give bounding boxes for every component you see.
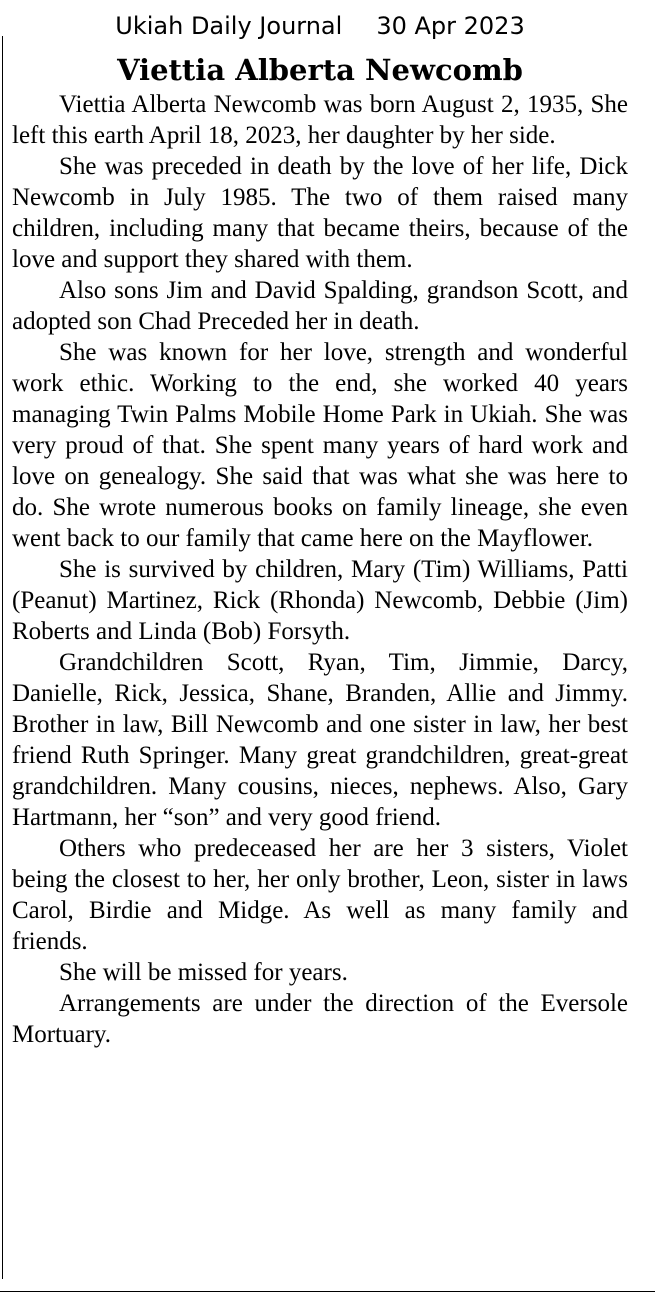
publication-name: Ukiah Daily Journal xyxy=(115,12,343,40)
publication-date: 30 Apr 2023 xyxy=(376,12,525,40)
paragraph-survived-by-children: She is survived by children, Mary (Tim) Williams, Patti (Peanut) Martinez, Rick (Rhonda) Newcomb, Debbie (Jim) Roberts and Linda (Bob) Forsyth. xyxy=(12,556,628,645)
bottom-rule xyxy=(0,1291,655,1292)
paragraph-birth: Viettia Alberta Newcomb was born August 2, 1935, She left this earth April 18, 2023, her daughter by her side. xyxy=(12,91,628,149)
paragraph-arrangements: Arrangements are under the direction of the Eversole Mortuary. xyxy=(12,990,628,1048)
paragraph-preceded-sons: Also sons Jim and David Spalding, grandson Scott, and adopted son Chad Preceded her in death. xyxy=(12,277,628,335)
paragraph-grandchildren: Grandchildren Scott, Ryan, Tim, Jimmie, Darcy, Danielle, Rick, Jessica, Shane, Branden, Allie and Jimmy. Brother in law, Bill Newcomb and one sister in law, her best friend Ruth Springer. Many great grandchildren, great-great grandchildren. Many cousins, nieces, nephews. Also, Gary Hartmann, her “son” and very good friend. xyxy=(12,649,628,831)
obituary-body xyxy=(12,89,628,1050)
paragraph-predeceased-siblings: Others who predeceased her are her 3 sisters, Violet being the closest to her, her only brother, Leon, sister in laws Carol, Birdie and Midge. As well as many family and friends. xyxy=(12,835,628,955)
paragraph-missed: She will be missed for years. xyxy=(59,959,348,986)
obituary-title: Viettia Alberta Newcomb xyxy=(117,53,523,87)
paragraph-work-ethic: She was known for her love, strength and wonderful work ethic. Working to the end, she worked 40 years managing Twin Palms Mobile Home Park in Ukiah. She was very proud of that. She spent many years of hard work and love on genealogy. She said that was what she was here to do. She wrote numerous books on family lineage, she even went back to our family that came here on the Mayflower. xyxy=(12,339,628,552)
left-column-rule xyxy=(2,36,3,1279)
paragraph-preceded-husband: She was preceded in death by the love of her life, Dick Newcomb in July 1985. The two of them raised many children, including many that became theirs, because of the love and support they shared with them. xyxy=(12,153,628,273)
clipping-header xyxy=(0,8,640,44)
